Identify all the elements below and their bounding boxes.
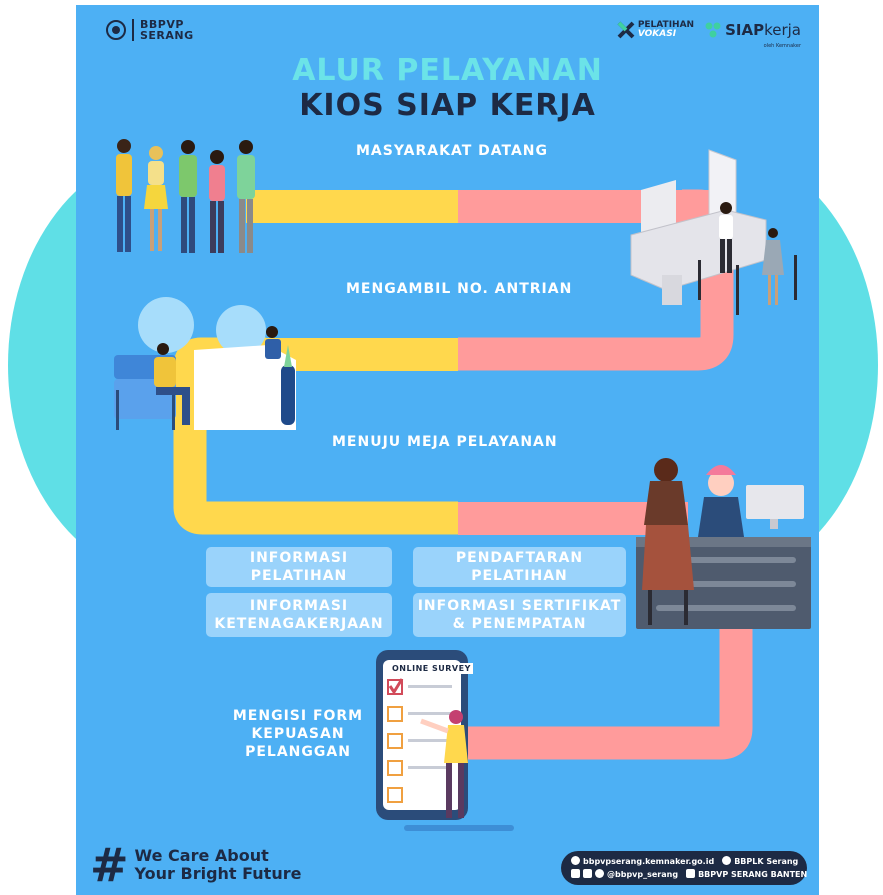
service-desk-illustration bbox=[636, 458, 811, 629]
service-line2: PELATIHAN bbox=[471, 568, 568, 584]
vokasi-x-icon bbox=[617, 21, 635, 39]
kemnaker-emblem-icon bbox=[106, 20, 126, 40]
step1-label: MASYARAKAT DATANG bbox=[356, 143, 548, 159]
service-box-pendaftaran-pelatihan bbox=[413, 547, 626, 587]
service-line1: INFORMASI bbox=[249, 550, 349, 566]
social-handle-item[interactable] bbox=[571, 868, 678, 881]
page-title-line2: KIOS SIAP KERJA bbox=[299, 88, 596, 123]
youtube-icon bbox=[686, 869, 695, 878]
social-handle-text: @bbpvp_serang bbox=[607, 870, 679, 879]
logo-text bbox=[140, 19, 194, 41]
facebook-item[interactable] bbox=[722, 855, 798, 868]
contact-pill bbox=[561, 851, 807, 885]
siapkerja-wordmark bbox=[725, 21, 801, 39]
step4-label bbox=[230, 707, 366, 761]
service-box-informasi-ketenagakerjaan bbox=[206, 593, 392, 637]
siapkerja-sub: oleh Kemnaker bbox=[763, 43, 801, 49]
path-row1-yellow bbox=[246, 190, 458, 223]
facebook-icon bbox=[722, 856, 731, 865]
logo-line1: BBPVP bbox=[140, 18, 184, 31]
globe-icon bbox=[571, 856, 580, 865]
vokasi-line1: PELATIHAN bbox=[637, 20, 695, 30]
step4-line1: MENGISI FORM bbox=[232, 708, 364, 724]
service-line2: & PENEMPATAN bbox=[452, 616, 587, 632]
ticket-desk-illustration bbox=[114, 297, 296, 430]
service-line1: INFORMASI SERTIFIKAT bbox=[417, 598, 622, 614]
instagram-icon bbox=[583, 869, 592, 878]
flow-path-illustration bbox=[76, 5, 819, 895]
pelatihan-vokasi-logo bbox=[617, 21, 694, 39]
website-item[interactable] bbox=[571, 855, 714, 868]
logo-line2: SERANG bbox=[140, 29, 194, 42]
service-box-informasi-pelatihan bbox=[206, 547, 392, 587]
siapkerja-mark-icon bbox=[704, 21, 722, 39]
partner-logos bbox=[617, 20, 801, 49]
service-line2: KETENAGAKERJAAN bbox=[214, 616, 384, 632]
website-text: bbpvpserang.kemnaker.go.id bbox=[583, 857, 715, 866]
service-box-informasi-sertifikat bbox=[413, 593, 626, 637]
x-icon bbox=[571, 869, 580, 878]
service-line1: PENDAFTARAN bbox=[455, 550, 584, 566]
service-line2: PELATIHAN bbox=[250, 568, 348, 584]
youtube-item[interactable] bbox=[686, 868, 807, 881]
tiktok-icon bbox=[595, 869, 604, 878]
kerja-text: kerja bbox=[764, 21, 801, 39]
online-survey-label: ONLINE SURVEY bbox=[392, 664, 471, 673]
queue-people-illustration bbox=[116, 139, 255, 253]
poster bbox=[76, 5, 819, 895]
bbpvp-logo bbox=[106, 19, 194, 41]
step2-label: MENGAMBIL NO. ANTRIAN bbox=[346, 281, 573, 297]
step3-label: MENUJU MEJA PELAYANAN bbox=[332, 434, 558, 450]
siap-text: SIAP bbox=[725, 21, 765, 39]
vokasi-line2: VOKASI bbox=[637, 29, 677, 39]
siapkerja-logo bbox=[704, 21, 801, 49]
facebook-text: BBPLK Serang bbox=[734, 857, 799, 866]
step4-line3: PELANGGAN bbox=[245, 744, 351, 760]
page-title-line1: ALUR PELAYANAN bbox=[292, 53, 603, 88]
logo-divider bbox=[132, 19, 134, 41]
hashtag-icon: # bbox=[90, 838, 129, 892]
service-line1: INFORMASI bbox=[249, 598, 349, 614]
path-row1-pink bbox=[458, 190, 718, 223]
tagline-line1: We Care About bbox=[134, 846, 269, 865]
tagline bbox=[90, 838, 302, 892]
step4-line2: KEPUASAN bbox=[251, 726, 345, 742]
tagline-line2: Your Bright Future bbox=[134, 864, 302, 883]
youtube-text: BBPVP SERANG BANTEN bbox=[698, 870, 808, 879]
